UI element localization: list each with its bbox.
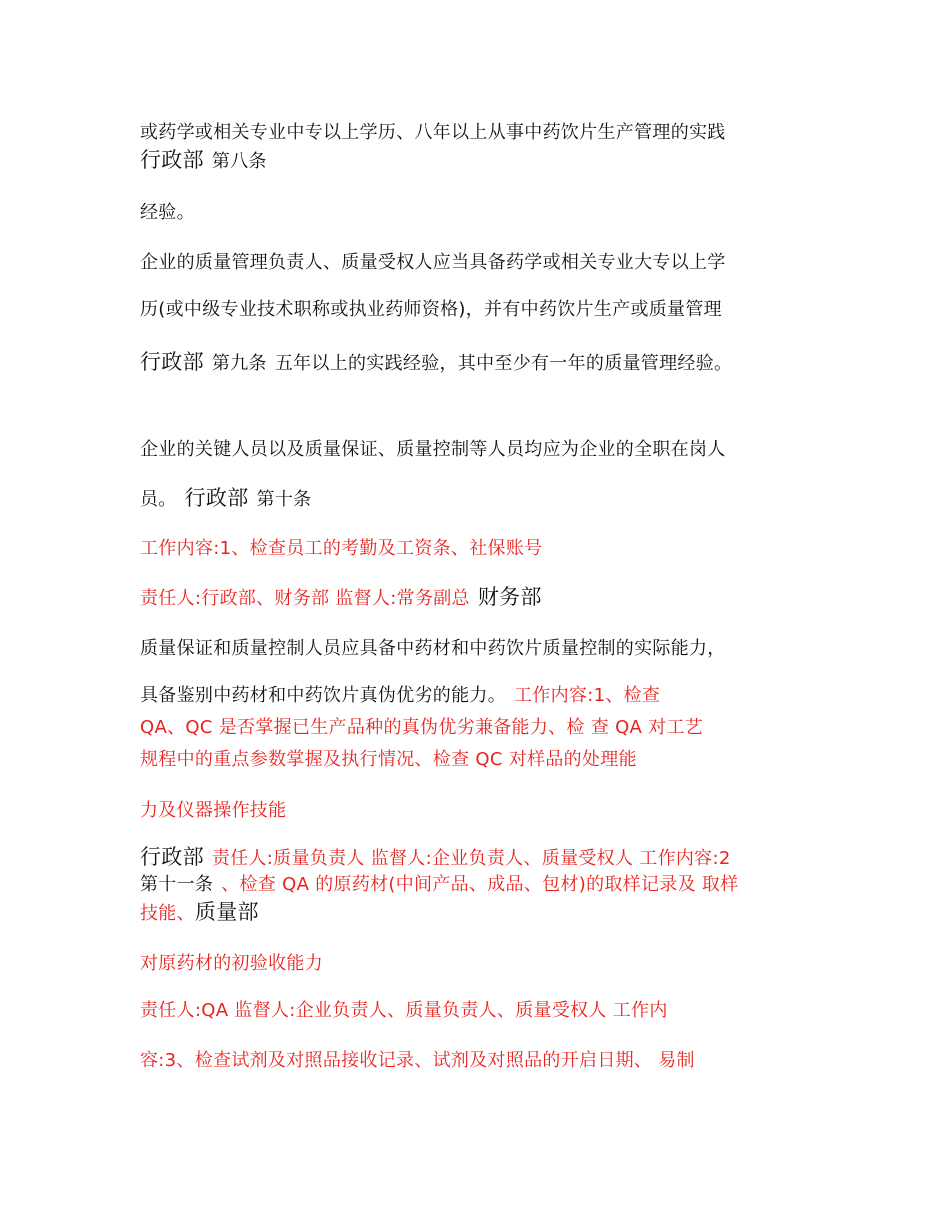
doc-line-19 bbox=[140, 955, 323, 973]
doc-line-17 bbox=[140, 876, 739, 894]
doc-line-7 bbox=[140, 441, 726, 459]
body-text: 企业的关键人员以及质量保证、质量控制等人员均应为企业的全职在岗人 bbox=[140, 439, 726, 460]
article-number: 第八条 bbox=[211, 151, 267, 172]
body-text: 五年以上的实践经验，其中至少有一年的质量管理经验。 bbox=[274, 353, 733, 374]
doc-line-3 bbox=[140, 204, 195, 222]
task-content: QA、QC 是否掌握已生产品种的真伪优劣兼备能力、检 查 QA 对工艺 bbox=[140, 717, 704, 738]
doc-line-15 bbox=[140, 802, 286, 820]
responsible-person: 责任人:QA 监督人:企业负责人、质量负责人、质量受权人 工作内 bbox=[140, 1000, 668, 1021]
task-content: 规程中的重点参数掌握及执行情况、检查 QC 对样品的处理能 bbox=[140, 749, 637, 770]
department-label: 行政部 bbox=[140, 845, 204, 869]
doc-line-21 bbox=[140, 1052, 695, 1070]
department-label: 行政部 bbox=[140, 148, 204, 172]
doc-line-20 bbox=[140, 1002, 668, 1020]
article-number: 第九条 bbox=[211, 353, 267, 374]
doc-line-4 bbox=[140, 254, 726, 272]
task-content: 对原药材的初验收能力 bbox=[140, 953, 323, 974]
doc-line-16 bbox=[140, 847, 731, 868]
task-content: 、检查 QA 的原药材(中间产品、成品、包材)的取样记录及 取样 bbox=[221, 874, 739, 895]
article-number: 第十条 bbox=[256, 489, 312, 510]
doc-line-2 bbox=[140, 150, 267, 171]
body-text: 历(或中级专业技术职称或执业药师资格)，并有中药饮片生产或质量管理 bbox=[140, 299, 722, 320]
department-label: 质量部 bbox=[194, 900, 259, 924]
responsible-person: 责任人:质量负责人 监督人:企业负责人、质量受权人 工作内容:2 bbox=[211, 848, 731, 869]
department-label: 行政部 bbox=[140, 350, 204, 374]
doc-line-18 bbox=[140, 902, 259, 923]
body-text: 员。 bbox=[140, 489, 177, 510]
body-text: 或药学或相关专业中专以上学历、八年以上从事中药饮片生产管理的实践 bbox=[140, 122, 726, 143]
department-label: 财务部 bbox=[477, 585, 542, 609]
doc-line-11 bbox=[140, 640, 726, 658]
doc-line-14 bbox=[140, 751, 637, 769]
doc-line-8 bbox=[140, 488, 311, 509]
doc-line-1 bbox=[140, 124, 726, 142]
doc-line-6 bbox=[140, 352, 732, 373]
body-text: 质量保证和质量控制人员应具备中药材和中药饮片质量控制的实际能力， bbox=[140, 638, 726, 659]
task-content: 工作内容:1、检查员工的考勤及工资条、社保账号 bbox=[140, 538, 543, 559]
doc-line-13 bbox=[140, 719, 703, 737]
doc-line-10 bbox=[140, 587, 542, 608]
task-content: 容:3、检查试剂及对照品接收记录、试剂及对照品的开启日期、 易制 bbox=[140, 1050, 695, 1071]
doc-line-12 bbox=[140, 687, 660, 705]
responsible-person: 责任人:行政部、财务部 监督人:常务副总 bbox=[140, 588, 470, 609]
body-text: 企业的质量管理负责人、质量受权人应当具备药学或相关专业大专以上学 bbox=[140, 252, 726, 273]
doc-line-9 bbox=[140, 540, 542, 558]
body-text: 经验。 bbox=[140, 202, 195, 223]
article-number: 第十一条 bbox=[140, 874, 214, 895]
task-content: 力及仪器操作技能 bbox=[140, 800, 287, 821]
body-text: 具备鉴别中药材和中药饮片真伪优劣的能力。 bbox=[140, 685, 506, 706]
task-content: 技能、 bbox=[140, 903, 195, 924]
task-content: 工作内容:1、检查 bbox=[514, 685, 661, 706]
doc-line-5 bbox=[140, 301, 722, 319]
department-label: 行政部 bbox=[184, 486, 249, 510]
